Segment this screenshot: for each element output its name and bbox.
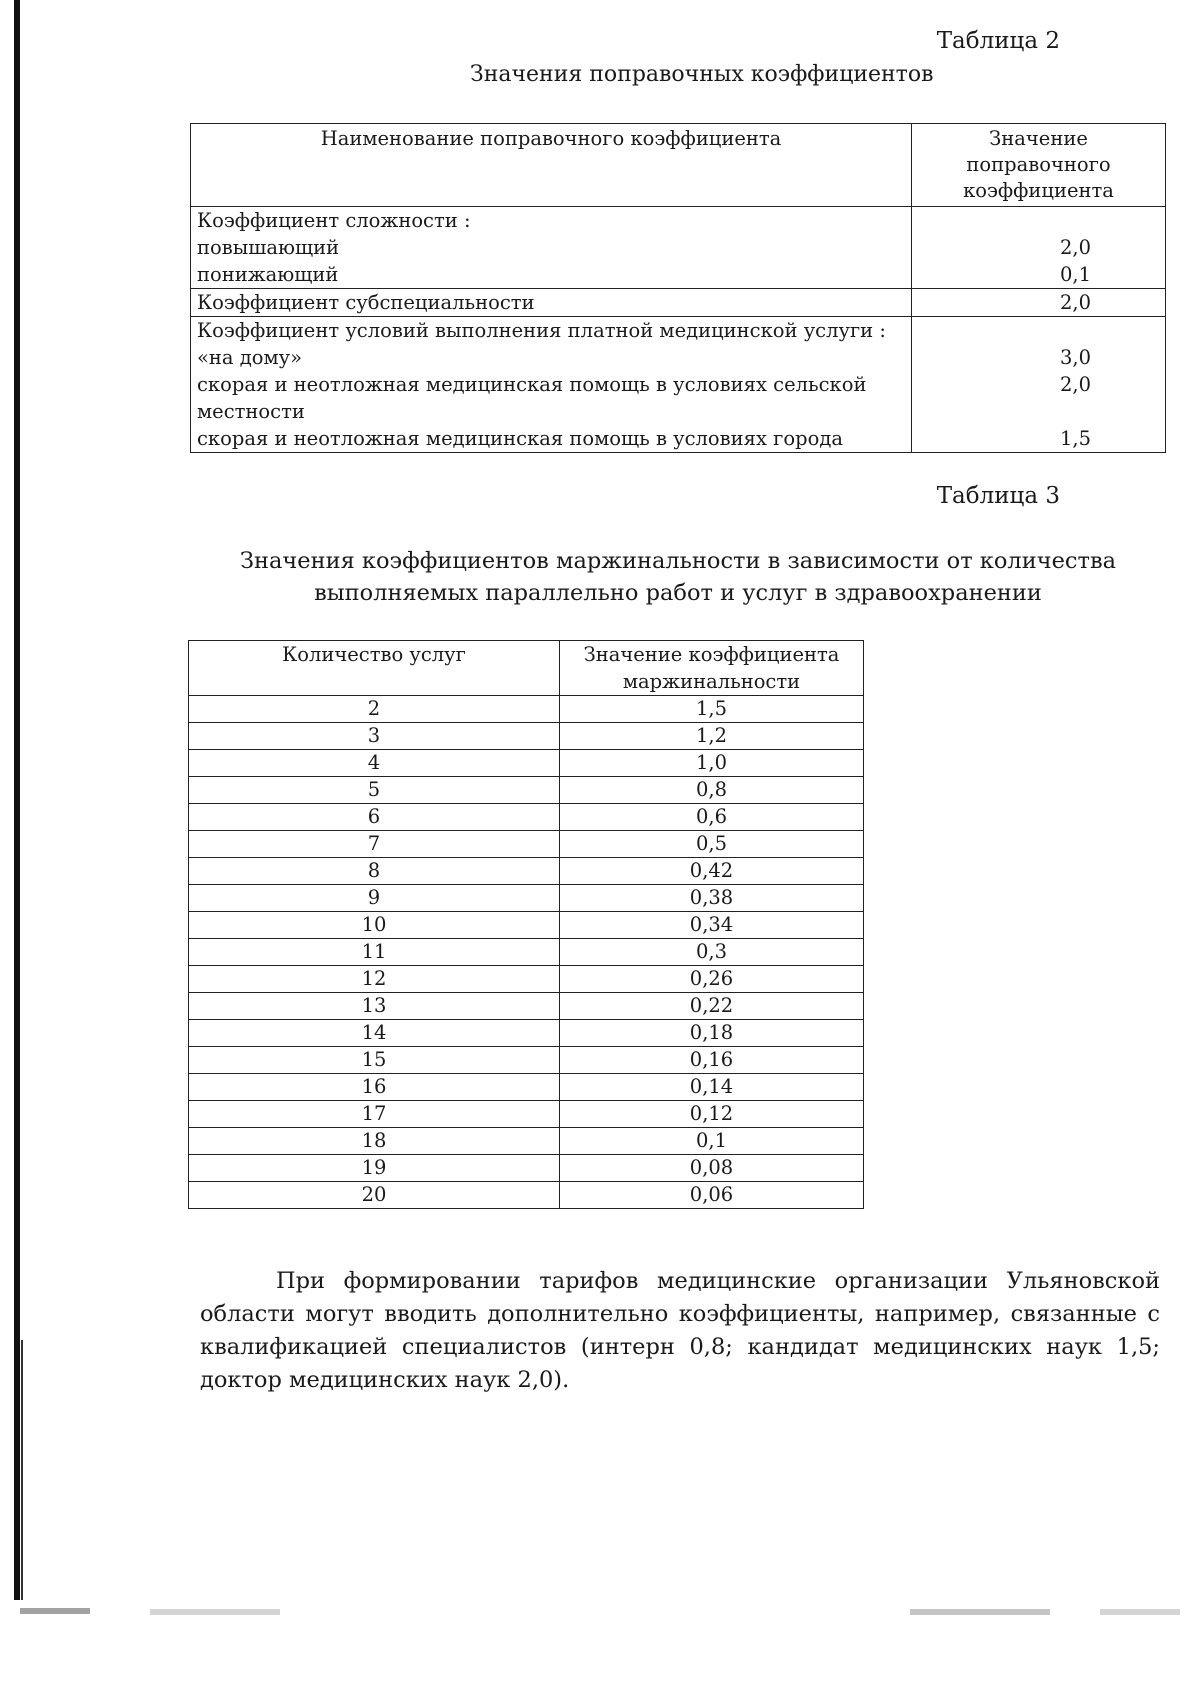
service-count-cell: 16 xyxy=(189,1074,560,1101)
table2-header-row xyxy=(191,124,1166,207)
header-value-line: маржинальности xyxy=(622,670,801,693)
name-line: повышающий xyxy=(197,236,340,259)
title-line: Значения коэффициентов маржинальности в зависимости от количества xyxy=(239,548,1117,574)
name-line: Коэффициент условий выполнения платной медицинской услуги : xyxy=(197,319,886,342)
table2-header-name: Наименование поправочного коэффициента xyxy=(191,124,912,207)
marginality-value-cell: 0,1 xyxy=(560,1128,864,1155)
table-row xyxy=(189,750,864,777)
table-row xyxy=(189,885,864,912)
qualification-paragraph: При формировании тарифов медицинские организации Ульяновской области могут вводить дополнительно коэффициенты, например, связанные с квалификацией специалистов (интерн 0,8; кандидат медицинских наук 1,5; доктор медицинских наук 2,0). xyxy=(200,1268,1160,1393)
marginality-value-cell: 0,16 xyxy=(560,1047,864,1074)
scan-smudge xyxy=(1100,1609,1180,1615)
table-row xyxy=(189,1020,864,1047)
service-count-cell: 9 xyxy=(189,885,560,912)
marginality-value-cell: 0,14 xyxy=(560,1074,864,1101)
name-line: местности xyxy=(197,400,305,423)
table-row xyxy=(189,804,864,831)
service-count-cell: 5 xyxy=(189,777,560,804)
service-count-cell: 7 xyxy=(189,831,560,858)
table2-row-complexity xyxy=(191,207,1166,289)
marginality-coefficients-table xyxy=(188,640,864,1209)
correction-coefficients-table xyxy=(190,123,1166,453)
header-value-line: коэффициента xyxy=(963,179,1114,202)
value-line: 2,0 xyxy=(1059,373,1091,396)
value-line: 0,1 xyxy=(1059,263,1091,286)
table3-title xyxy=(190,545,1166,609)
service-count-cell: 2 xyxy=(189,696,560,723)
table-row xyxy=(189,858,864,885)
service-count-cell: 18 xyxy=(189,1128,560,1155)
name-line: скорая и неотложная медицинская помощь в условиях города xyxy=(197,427,843,450)
name-line: Коэффициент субспециальности xyxy=(197,291,535,314)
marginality-value-cell: 1,0 xyxy=(560,750,864,777)
table2-row-conditions xyxy=(191,317,1166,453)
table2-row-subspecialty xyxy=(191,289,1166,317)
table-row xyxy=(189,1155,864,1182)
value-line xyxy=(992,207,1159,234)
service-count-cell: 17 xyxy=(189,1101,560,1128)
coefficient-name-cell xyxy=(191,289,912,317)
title-line: выполняемых параллельно работ и услуг в здравоохранении xyxy=(314,580,1042,606)
marginality-value-cell: 1,2 xyxy=(560,723,864,750)
marginality-value-cell: 0,38 xyxy=(560,885,864,912)
marginality-value-cell: 0,18 xyxy=(560,1020,864,1047)
coefficient-value-cell xyxy=(912,317,1166,453)
name-line: Коэффициент сложности : xyxy=(197,209,471,232)
value-line xyxy=(992,398,1159,425)
service-count-cell: 10 xyxy=(189,912,560,939)
table-row xyxy=(189,696,864,723)
value-line: 2,0 xyxy=(1059,236,1091,259)
header-value-line: Значение коэффициента xyxy=(583,643,840,666)
service-count-cell: 4 xyxy=(189,750,560,777)
service-count-cell: 19 xyxy=(189,1155,560,1182)
service-count-cell: 12 xyxy=(189,966,560,993)
table-row xyxy=(189,1047,864,1074)
coefficient-value-cell xyxy=(912,207,1166,289)
table3-header-value xyxy=(560,641,864,696)
table-row xyxy=(189,1074,864,1101)
marginality-value-cell: 0,08 xyxy=(560,1155,864,1182)
value-line: 1,5 xyxy=(1059,427,1091,450)
table2-title: Значения поправочных коэффициентов xyxy=(470,62,934,87)
marginality-value-cell: 0,42 xyxy=(560,858,864,885)
scan-edge-secondary xyxy=(21,1340,23,1600)
name-line: понижающий xyxy=(197,263,339,286)
marginality-value-cell: 0,5 xyxy=(560,831,864,858)
table-row xyxy=(189,939,864,966)
marginality-value-cell: 0,6 xyxy=(560,804,864,831)
table3-header-count: Количество услуг xyxy=(189,641,560,696)
scan-smudge xyxy=(910,1609,1050,1615)
service-count-cell: 11 xyxy=(189,939,560,966)
table3-body xyxy=(189,696,864,1209)
marginality-value-cell: 1,5 xyxy=(560,696,864,723)
marginality-value-cell: 0,3 xyxy=(560,939,864,966)
table-row xyxy=(189,993,864,1020)
coefficient-name-cell xyxy=(191,207,912,289)
table-row xyxy=(189,1101,864,1128)
table2-header-value xyxy=(912,124,1166,207)
marginality-value-cell: 0,22 xyxy=(560,993,864,1020)
table-row xyxy=(189,966,864,993)
table-row xyxy=(189,1128,864,1155)
table3-header-row xyxy=(189,641,864,696)
service-count-cell: 8 xyxy=(189,858,560,885)
service-count-cell: 20 xyxy=(189,1182,560,1209)
table2-label: Таблица 2 xyxy=(936,28,1060,54)
marginality-value-cell: 0,34 xyxy=(560,912,864,939)
header-value-line: поправочного xyxy=(966,153,1111,176)
table-row xyxy=(189,723,864,750)
scan-smudge xyxy=(150,1609,280,1615)
table-row xyxy=(189,1182,864,1209)
value-line xyxy=(992,317,1159,344)
name-line: скорая и неотложная медицинская помощь в условиях сельской xyxy=(197,373,867,396)
coefficient-name-cell xyxy=(191,317,912,453)
table-row xyxy=(189,912,864,939)
scan-edge xyxy=(14,0,20,1600)
table-row xyxy=(189,831,864,858)
scan-smudge xyxy=(20,1608,90,1614)
name-line: «на дому» xyxy=(197,346,303,369)
service-count-cell: 15 xyxy=(189,1047,560,1074)
service-count-cell: 14 xyxy=(189,1020,560,1047)
table3-label: Таблица 3 xyxy=(936,483,1060,509)
service-count-cell: 13 xyxy=(189,993,560,1020)
value-line: 2,0 xyxy=(1059,291,1091,314)
marginality-value-cell: 0,8 xyxy=(560,777,864,804)
value-line: 3,0 xyxy=(1059,346,1091,369)
table-row xyxy=(189,777,864,804)
marginality-value-cell: 0,26 xyxy=(560,966,864,993)
service-count-cell: 3 xyxy=(189,723,560,750)
marginality-value-cell: 0,12 xyxy=(560,1101,864,1128)
coefficient-value-cell xyxy=(912,289,1166,317)
marginality-value-cell: 0,06 xyxy=(560,1182,864,1209)
header-value-line: Значение xyxy=(989,127,1088,150)
service-count-cell: 6 xyxy=(189,804,560,831)
